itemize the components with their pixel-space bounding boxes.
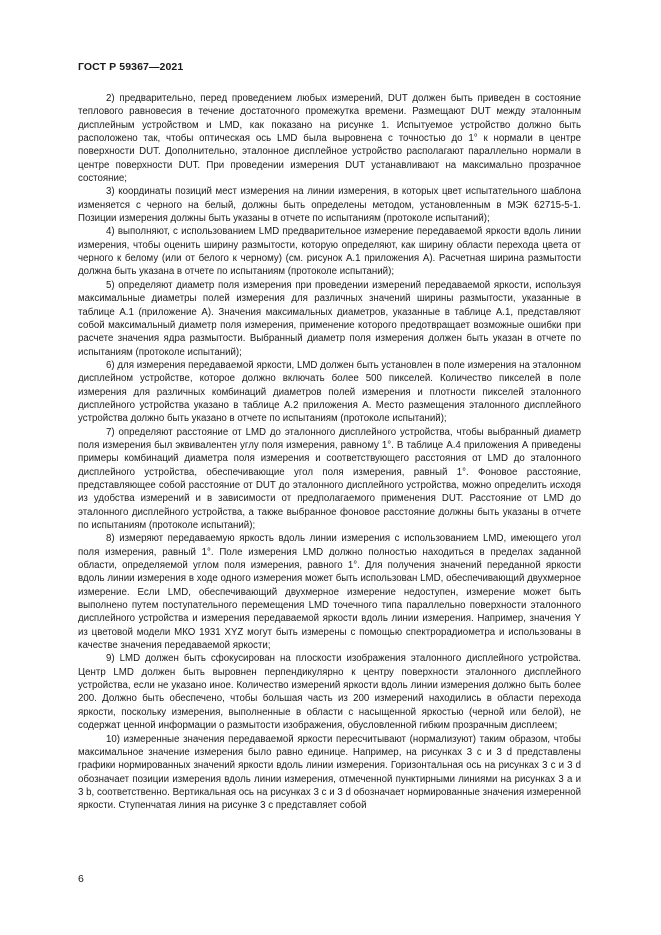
paragraph-item-5: 5) определяют диаметр поля измерения при проведении измерений передаваемой яркости, используя максимальные диаметры полей измерения для различных значений ширины размытости, указанные в таблице А.1 (приложение А). Значения максимальных диаметров, указанные в таблице А.1, представляют собой максимальный диаметр поля измерения, применение которого предотвращает возможные ошибки при расчете значения ядра размытости. Выбранный диаметр поля измерения должен быть указан в отчете по испытаниям (протоколе испытаний); bbox=[78, 279, 581, 358]
paragraph-item-9: 9) LMD должен быть сфокусирован на плоскости изображения эталонного дисплейного устройства. Центр LMD должен быть выровнен перпендикулярно к центру поверхности эталонного дисплейного устройства, если не указано иное. Количество измерений яркости вдоль линии измерения должно быть более 200. Должно быть обеспечено, чтобы большая часть из 200 измерений находились в области перехода яркости, поскольку измерения, выполненные в области с насыщенной яркостью (черной или белой), не содержат ценной информации о размытости изображения, обусловленной гибким прозрачным дисплеем; bbox=[78, 653, 581, 732]
paragraph-item-8: 8) измеряют передаваемую яркость вдоль линии измерения с использованием LMD, имеющего угол поля измерения, равный 1°. Поле измерения LMD должно полностью находиться в пределах заданной области, определяемой углом поля измерения, равного 1°. Для получения значений переданной яркости вдоль линии измерения в ходе одного измерения может быть использован LMD, обеспечивающий двухмерное измерение. Если LMD, обеспечивающий двухмерное измерение недоступен, измерение может быть выполнено путем поступательного перемещения LMD точечного типа параллельно поверхности эталонного дисплейного устройства и измерения передаваемой яркости вдоль линии измерения. Например, значения Y из цветовой модели МКО 1931 XYZ могут быть измерены с помощью спектрорадиометра и использованы в качестве значения передаваемой яркости; bbox=[78, 533, 581, 652]
document-header: ГОСТ Р 59367—2021 bbox=[78, 61, 184, 73]
document-body bbox=[78, 92, 581, 813]
paragraph-item-2: 2) предварительно, перед проведением любых измерений, DUT должен быть приведен в состояние теплового равновесия в течение достаточного промежутка времени. Размещают DUT между эталонным дисплейным устройством и LMD, как показано на рисунке 1. Испытуемое устройство должно быть расположено так, чтобы оптическая ось LMD была выровнена с точностью до 1° к нормали в центре поверхности DUT. Дополнительно, эталонное дисплейное устройство располагают параллельно нормали в центре поверхности DUT. При проведении измерения DUT устанавливают на максимально прозрачное состояние; bbox=[78, 93, 581, 185]
paragraph-item-3: 3) координаты позиций мест измерения на линии измерения, в которых цвет испытательного шаблона изменяется с черного на белый, должны быть определены методом, установленным в МЭК 62715-5-1. Позиции измерения должны быть указаны в отчете по испытаниям (протоколе испытаний); bbox=[78, 186, 581, 225]
paragraph-item-7: 7) определяют расстояние от LMD до эталонного дисплейного устройства, чтобы выбранный диаметр поля измерения был эквивалентен углу поля измерения, равному 1°. В таблице А.4 приложения А приведены примеры комбинаций диаметра поля измерения и соответствующего расстояния от LMD до эталонного дисплейного устройства, обеспечивающие угол поля измерения, равный 1°. Фоновое расстояние, представляющее собой расстояние от DUT до эталонного дисплейного устройства, можно определить исходя из удобства измерений и в зависимости от предполагаемого применения DUT. Расстояние от LMD до эталонного дисплейного устройства, а также выбранное фоновое расстояние должны быть указаны в отчете по испытаниям (протоколе испытаний); bbox=[78, 426, 581, 531]
paragraph-item-6: 6) для измерения передаваемой яркости, LMD должен быть установлен в поле измерения на эталонном дисплейном устройстве, которое должно включать более 500 пикселей. Количество пикселей в поле измерения для различных комбинаций диаметров полей измерения и плотности пикселей эталонного дисплейного устройства указано в таблице А.2 приложения А. Место размещения эталонного дисплейного устройства должно быть указано в отчете по испытаниям (протоколе испытаний); bbox=[78, 359, 581, 425]
page-number: 6 bbox=[78, 873, 84, 885]
paragraph-item-4: 4) выполняют, с использованием LMD предварительное измерение передаваемой яркости вдоль линии измерения, чтобы оценить ширину размытости, которую определяют, как ширину области перехода цвета от черного к белому (или от белого к черному) (см. рисунок А.1 приложения А). Расчетная ширина размытости должна быть указана в отчете по испытаниям (протоколе испытаний); bbox=[78, 226, 581, 278]
paragraph-item-10: 10) измеренные значения передаваемой яркости пересчитывают (нормализуют) таким образом, чтобы максимальное значение измерения было равно единице. Например, на рисунках 3 c и 3 d представлены графики нормированных значений яркости вдоль линии измерения. Горизонтальная ось на рисунках 3 c и 3 d обозначает позиции измерения вдоль линии измерения, отмеченной пунктирными линиями на рисунках 3 a и 3 b, соответственно. Вертикальная ось на рисунках 3 c и 3 d обозначает нормированные значения измеренной яркости. Ступенчатая линия на рисунке 3 c представляет собой bbox=[78, 733, 581, 812]
